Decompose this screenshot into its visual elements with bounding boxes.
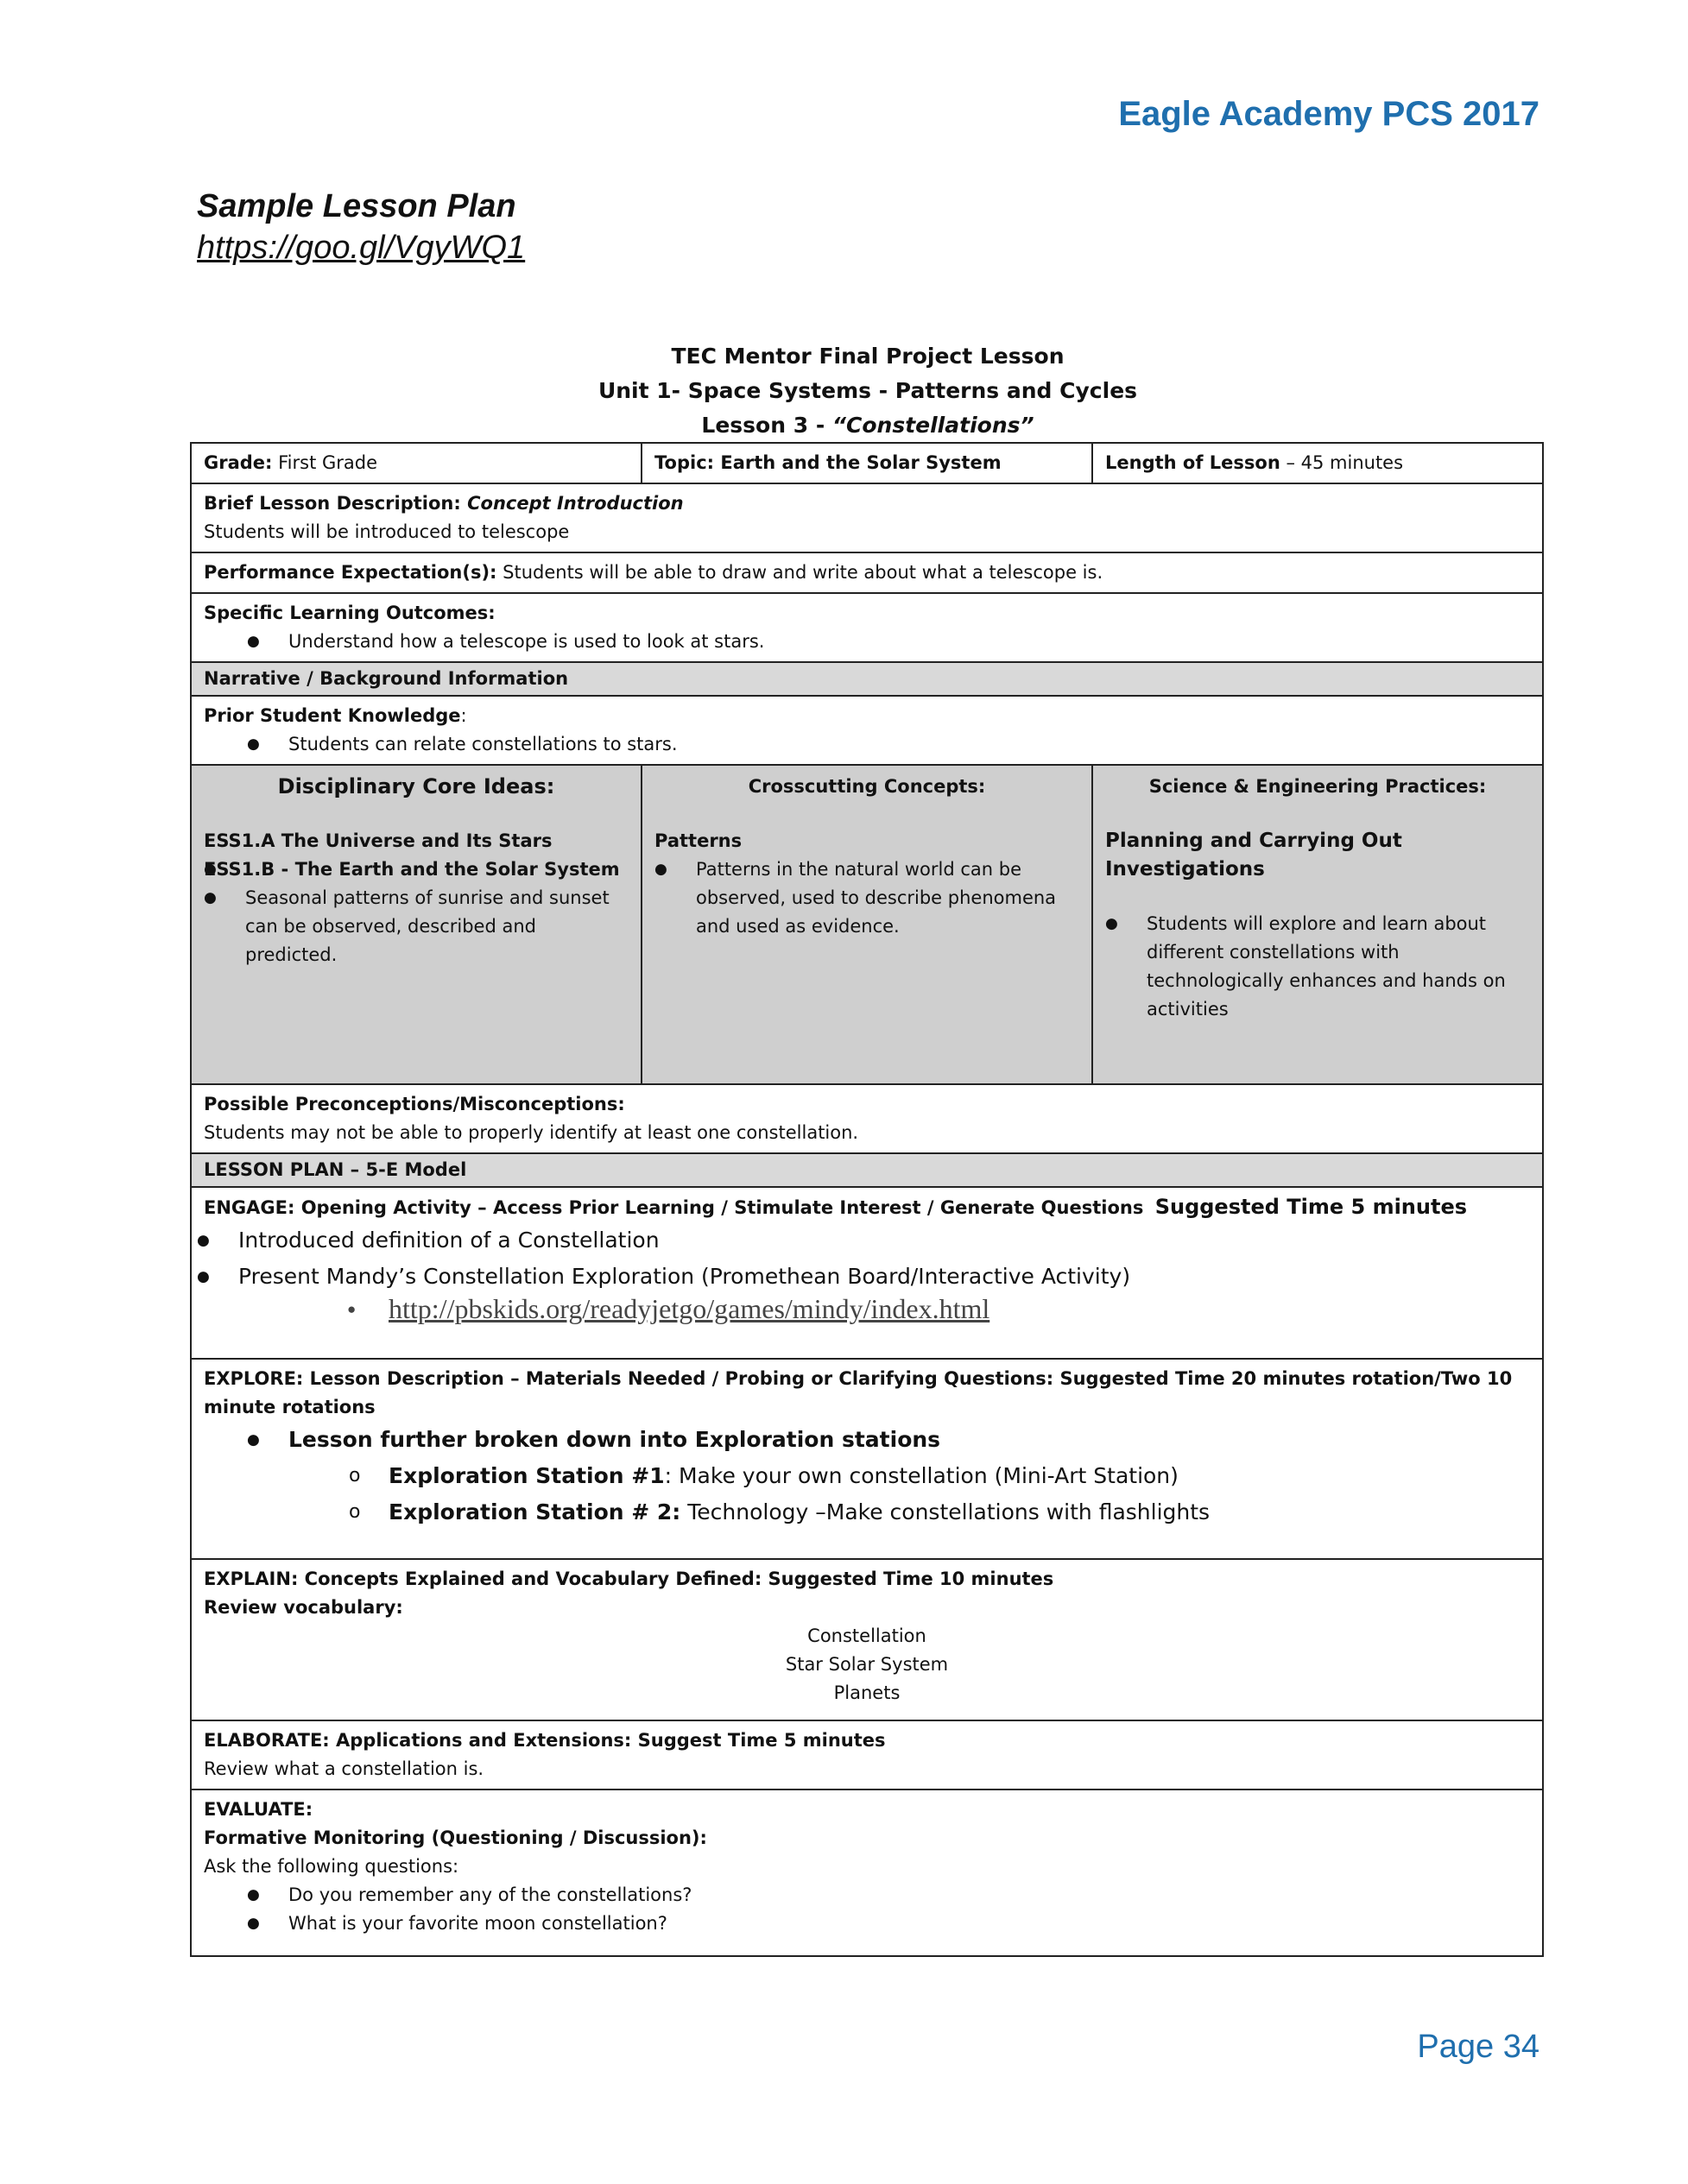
elaborate-label: ELABORATE: Applications and Extensions: Suggest Time 5 minutes <box>204 1730 886 1751</box>
engage-row <box>192 1188 1542 1360</box>
prior-item: ● Students can relate constellations to stars. <box>288 730 1530 759</box>
vocab-2: Star Solar System <box>785 1654 949 1675</box>
evaluate-row <box>192 1790 1542 1955</box>
elaborate-text: Review what a constellation is. <box>204 1758 484 1779</box>
grade-value: First Grade <box>278 452 378 473</box>
lesson-plan-row: LESSON PLAN – 5-E Model <box>192 1154 1542 1188</box>
question-2: ● What is your favorite moon constellation? <box>288 1909 1530 1938</box>
length-label: Length of Lesson <box>1105 452 1280 473</box>
preconceptions-row <box>192 1085 1542 1154</box>
elaborate-row <box>192 1721 1542 1790</box>
brief-text: Students will be introduced to telescope <box>204 521 570 542</box>
engage-url[interactable]: ● http://pbskids.org/readyjetgo/games/mindy/index.html <box>389 1295 1530 1323</box>
engage-item-1: ● Introduced definition of a Constellation <box>238 1222 1530 1259</box>
brief-type: Concept Introduction <box>467 493 684 514</box>
formative-label: Formative Monitoring (Questioning / Discussion): <box>204 1827 707 1848</box>
station-2-label: Exploration Station # 2: <box>389 1499 681 1524</box>
length-value: – 45 minutes <box>1286 452 1404 473</box>
question-1: ● Do you remember any of the constellations? <box>288 1881 1530 1909</box>
vocab-3: Planets <box>833 1682 901 1703</box>
engage-label: ENGAGE: Opening Activity – Access Prior Learning / Stimulate Interest / Generate Questions <box>204 1197 1144 1218</box>
vocab-1: Constellation <box>807 1625 926 1646</box>
explore-label: EXPLORE: Lesson Description – Materials Needed / Probing or Clarifying Questions <box>204 1368 1046 1389</box>
dci-title: Disciplinary Core Ideas: <box>277 774 555 798</box>
narrative-row: Narrative / Background Information <box>192 663 1542 697</box>
topic-cell: Topic: Earth and the Solar System <box>641 444 1091 483</box>
sep-cell <box>1091 766 1542 1083</box>
heading-line-2: Unit 1- Space Systems - Patterns and Cycles <box>597 378 1138 403</box>
station-1 <box>389 1458 1530 1494</box>
sample-title: Sample Lesson Plan <box>197 188 516 224</box>
dci-heading-1: ESS1.A The Universe and Its Stars <box>204 830 553 851</box>
outcome-item: ● Understand how a telescope is used to look at stars. <box>288 628 1530 656</box>
station-1-label: Exploration Station #1 <box>389 1463 665 1488</box>
header-brand: Eagle Academy PCS 2017 <box>1118 95 1539 133</box>
grade-label: Grade: <box>204 452 273 473</box>
heading-line-3 <box>190 408 1546 443</box>
document-heading <box>190 339 1546 443</box>
prior-label: Prior Student Knowledge <box>204 705 461 726</box>
cc-cell <box>641 766 1091 1083</box>
prior-row: Prior Student Knowledge: ● Students can relate constellations to stars. <box>192 697 1542 766</box>
sep-item: ● Students will explore and learn about different constellations with technologically enhances and hands on activities <box>1147 910 1530 1024</box>
pe-label: Performance Expectation(s): <box>204 562 497 583</box>
cc-item: ● Patterns in the natural world can be observed, used to describe phenomena and used as evidence. <box>696 855 1079 941</box>
pe-text: Students will be able to draw and write about what a telescope is. <box>503 562 1103 583</box>
lesson-name: “Constellations” <box>831 413 1034 438</box>
outcomes-row <box>192 594 1542 663</box>
grade-cell <box>192 444 641 483</box>
dci-heading-2: ESS1.B - The Earth and the Solar System <box>204 859 620 880</box>
evaluate-label: EVALUATE: <box>204 1799 313 1820</box>
engage-time: Suggested Time 5 minutes <box>1154 1195 1468 1219</box>
meta-row <box>192 444 1542 484</box>
cc-title: Crosscutting Concepts: <box>748 776 986 797</box>
cc-heading: Patterns <box>654 830 743 851</box>
page-number: Page 34 <box>1417 2029 1539 2065</box>
review-label: Review vocabulary: <box>204 1597 403 1618</box>
ask-text: Ask the following questions: <box>204 1856 459 1877</box>
vocab-list <box>204 1622 1530 1707</box>
station-2 <box>389 1494 1530 1531</box>
brief-label: Brief Lesson Description <box>204 493 454 514</box>
length-cell <box>1091 444 1542 483</box>
explore-row: EXPLORE: Lesson Description – Materials Needed / Probing or Clarifying Questions: Suggested Time 20 minutes rotation/Two 10 minute rotations ● Lesson further broken down into Exploration stations o Exploration Station #1: Make your own constellation (Mini-Art Station) o Exploration Station # 2: Technology –Make constellations with flashlights <box>192 1360 1542 1560</box>
sample-link[interactable]: https://goo.gl/VgyWQ1 <box>197 230 526 266</box>
heading-line-1: TEC Mentor Final Project Lesson <box>671 344 1065 369</box>
pe-row <box>192 553 1542 594</box>
dci-cell <box>192 766 641 1083</box>
standards-row <box>192 766 1542 1085</box>
station-2-text: Technology –Make constellations with flashlights <box>680 1499 1211 1524</box>
outcomes-label: Specific Learning Outcomes: <box>204 603 496 623</box>
brief-row: Brief Lesson Description: Concept Introduction Students will be introduced to telescope <box>192 484 1542 553</box>
precon-label: Possible Preconceptions/Misconceptions: <box>204 1094 625 1114</box>
dci-item: ● Seasonal patterns of sunrise and sunset can be observed, described and predicted. <box>245 884 629 969</box>
explain-label: EXPLAIN: Concepts Explained and Vocabulary Defined: Suggested Time 10 minutes <box>204 1569 1054 1589</box>
explain-row <box>192 1560 1542 1721</box>
sep-title: Science & Engineering Practices: <box>1148 776 1487 797</box>
station-1-text: : Make your own constellation (Mini-Art Station) <box>664 1463 1179 1488</box>
precon-text: Students may not be able to properly identify at least one constellation. <box>204 1122 859 1143</box>
explore-time: Suggested Time 20 minutes rotation/Two 10 minute rotations <box>204 1368 1513 1417</box>
sep-heading: Planning and Carrying Out Investigations <box>1105 830 1402 881</box>
lesson-prefix: Lesson 3 - <box>701 413 832 438</box>
lesson-table <box>190 442 1544 1957</box>
explore-item: ● Lesson further broken down into Exploration stations <box>288 1422 1530 1458</box>
engage-item-2: ● Present Mandy’s Constellation Exploration (Promethean Board/Interactive Activity) <box>238 1259 1530 1295</box>
